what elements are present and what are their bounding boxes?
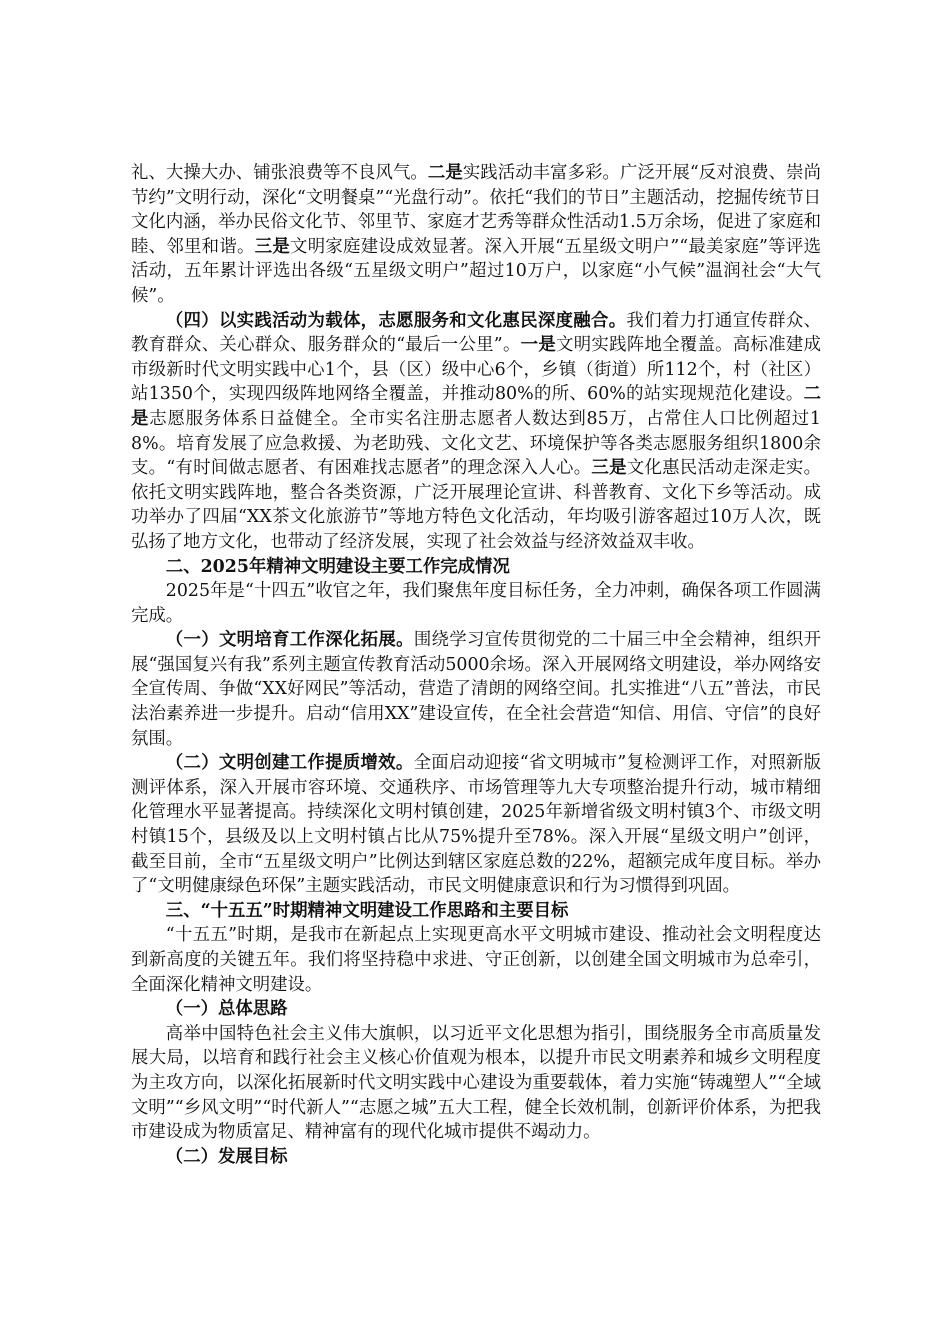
subheading-run: （四）以实践活动为载体，志愿服务和文化惠民深度融合。 (165, 310, 627, 331)
text-run: 文化惠民活动走深走实。依托文明实践阵地，整合各类资源，广泛开展理论宣讲、科普教育、文化下乡等活动。成功举办了四届“XX茶文化旅游节”等地方特色文化活动，年均吸引游客超过10万人次，既弘扬了地方文化，也带动了经济发展，实现了社会效益与经济效益双丰收。 (131, 458, 821, 552)
text-run: 围绕学习宣传贯彻党的二十届三中全会精神，组织开展“强国复兴有我”系列主题宣传教育活动5000余场。深入开展网络文明建设，举办网络安全宣传周、争做“XX好网民”等活动，营造了清朗的网络空间。扎实推进“八五”普法，市民法治素养进一步提升。启动“信用XX”建设宣传，在全社会营造“知信、用信、守信”的良好氛围。 (131, 630, 821, 749)
text-run: 文明实践阵地全覆盖。高标准建成市级新时代文明实践中心1个，县（区）级中心6个，乡镇（街道）所112个，村（社区）站1350个，实现四级阵地网络全覆盖，并推动80%的所、60%的站实现规范化建设。 (131, 335, 821, 405)
paragraph-creation (131, 751, 821, 899)
text-run: 全面启动迎接“省文明城市”复检测评工作，对照新版测评体系，深入开展市容环境、交通秩序、市场管理等九大专项整治提升行动，城市精细化管理水平显著提高。持续深化文明村镇创建，2025年新增省级文明村镇3个、市级文明村镇15个，县级及以上文明村镇占比从75%提升至78%。深入开展“星级文明户”创评，截至目前，全市“五星级文明户”比例达到辖区家庭总数的22%，超额完成年度目标。举办了“文明健康绿色环保”主题实践活动，市民文明健康意识和行为习惯得到巩固。 (131, 753, 821, 897)
paragraph-2025-intro (131, 579, 821, 628)
text-run: 高举中国特色社会主义伟大旗帜，以习近平文化思想为指引，围绕服务全市高质量发展大局，以培育和践行社会主义核心价值观为根本，以提升市民文明素养和城乡文明程度为主攻方向，以深化拓展新时代文明实践中心建设为重要载体，着力实施“铸魂塑人”“全域文明”“乡风文明”“时代新人”“志愿之城”五大工程，健全长效机制，创新评价体系，为把我市建设成为物质富足、精神富有的现代化城市提供不竭动力。 (131, 1023, 821, 1143)
bold-run: 二是 (131, 384, 821, 429)
paragraph-overall-approach (131, 1022, 821, 1145)
text-run: “十五五”时期，是我市在新起点上实现更高水平文明城市建设、推动社会文明程度达到新高度的关键五年。我们将坚持稳中求进、守正创新，以创建全国文明城市为总牵引，全面深化精神文明建设。 (131, 925, 821, 995)
text-run: 2025年是“十四五”收官之年，我们聚焦年度目标任务，全力冲刺，确保各项工作圆满完成。 (131, 581, 821, 626)
subheading-run: （二）文明创建工作提质增效。 (165, 753, 414, 774)
text-run: 文明家庭建设成效显著。深入开展“五星级文明户”“最美家庭”等评选活动，五年累计评选出各级“五星级文明户”超过10万户，以家庭“小气候”温润社会“大气候”。 (131, 236, 821, 306)
text-run: 志愿服务体系日益健全。全市实名注册志愿者人数达到85万，占常住人口比例超过18%。培育发展了应急救援、为老助残、文化文艺、环境保护等各类志愿服务组织1800余支。“有时间做志愿者、有困难找志愿者”的理念深入人心。 (131, 408, 821, 479)
paragraph-continuation (131, 161, 821, 309)
heading-text: 三、“十五五”时期精神文明建设工作思路和主要目标 (165, 900, 569, 921)
bold-run: 一是 (520, 335, 557, 356)
paragraph-section-4 (131, 309, 821, 555)
heading-text: （一）总体思路 (165, 999, 288, 1020)
paragraph-15th-intro (131, 923, 821, 997)
heading-text: （二）发展目标 (165, 1146, 288, 1167)
text-run: 实践活动丰富多彩。广泛开展“反对浪费、崇尚节约”文明行动，深化“文明餐桌”“光盘行动”。依托“我们的节日”主题活动，挖掘传统节日文化内涵，举办民俗文化节、邻里节、家庭才艺秀等群众性活动1.5万余场，促进了家庭和睦、邻里和谐。 (131, 163, 821, 257)
text-run: 我们着力打通宣传群众、教育群众、关心群众、服务群众的“最后一公里”。 (131, 310, 821, 356)
text-run: 礼、大操大办、铺张浪费等不良风气。 (131, 163, 428, 183)
subheading-development-goals (131, 1145, 821, 1170)
section-heading-2 (131, 555, 821, 580)
subheading-run: （一）文明培育工作深化拓展。 (165, 630, 414, 651)
heading-text: 二、2025年精神文明建设主要工作完成情况 (165, 556, 510, 577)
bold-run: 三是 (254, 236, 291, 257)
section-heading-3 (131, 899, 821, 924)
subheading-overall-approach (131, 997, 821, 1022)
bold-run: 二是 (427, 163, 463, 183)
bold-run: 三是 (591, 458, 627, 479)
paragraph-cultivation (131, 628, 821, 751)
document-body (131, 161, 821, 1169)
